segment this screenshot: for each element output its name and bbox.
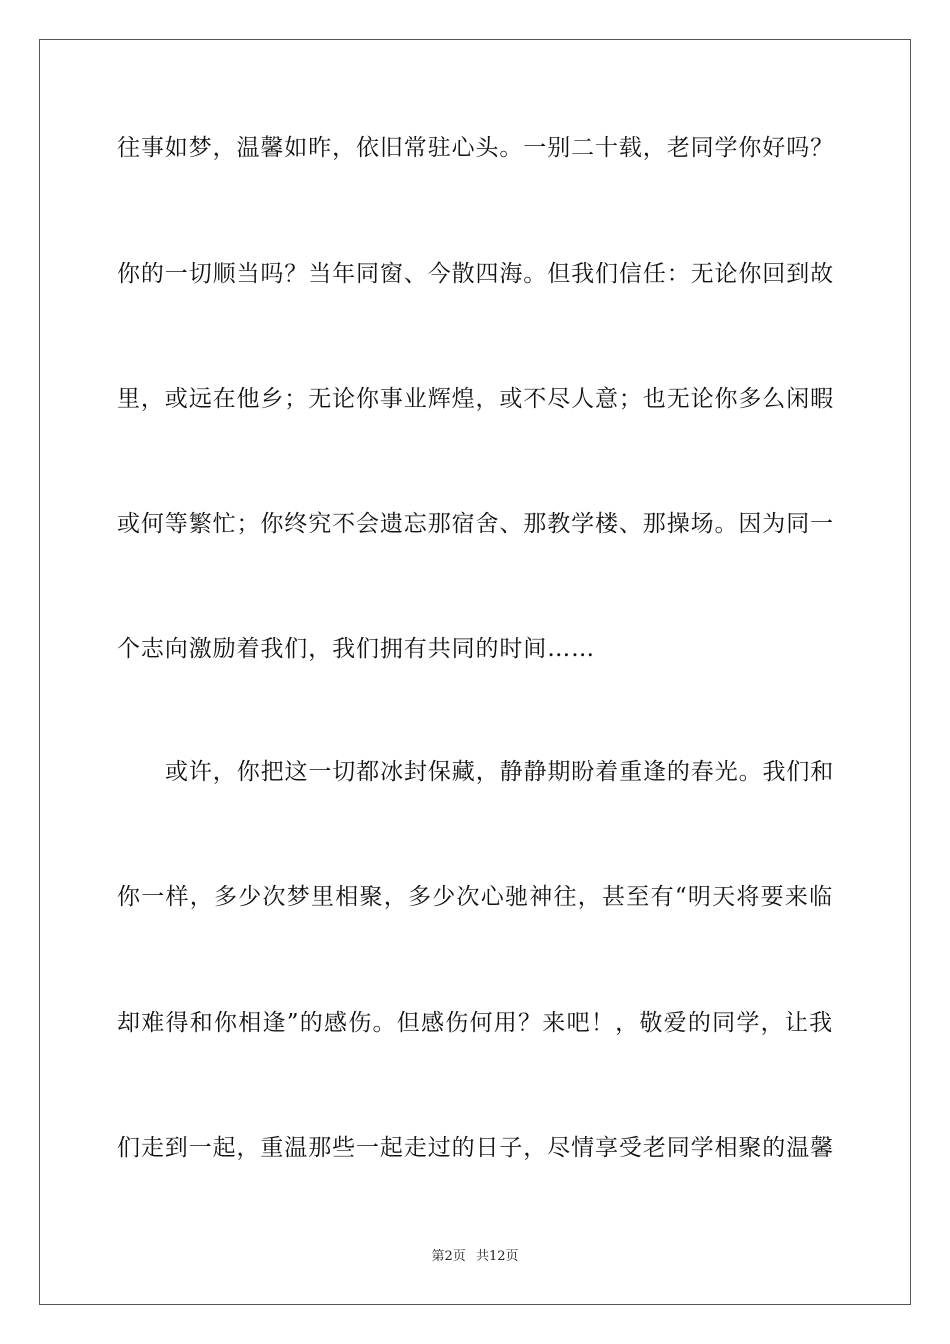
paragraph-line: 往事如梦，温馨如昨，依旧常驻心头。一别二十载，老同学你好吗？ xyxy=(117,135,834,161)
page-footer xyxy=(0,1248,950,1266)
page-total: 共12页 xyxy=(475,1249,519,1264)
paragraph-line: 个志向激励着我们，我们拥有共同的时间…… xyxy=(117,636,595,662)
paragraph-line: 却难得和你相逢”的感伤。但感伤何用？来吧！，敬爱的同学，让我 xyxy=(117,1010,833,1036)
paragraph-line: 或何等繁忙；你终究不会遗忘那宿舍、那教学楼、那操场。因为同一 xyxy=(117,511,834,537)
paragraph-line: 们走到一起，重温那些一起走过的日子，尽情享受老同学相聚的温馨 xyxy=(117,1135,834,1161)
paragraph-line: 里，或远在他乡；无论你事业辉煌，或不尽人意；也无论你多么闲暇 xyxy=(117,386,834,412)
paragraph-line: 你一样，多少次梦里相聚，多少次心驰神往，甚至有“明天将要来临 xyxy=(117,884,833,910)
paragraph-line: 或许，你把这一切都冰封保藏，静静期盼着重逢的春光。我们和 xyxy=(165,759,835,785)
paragraph-line: 你的一切顺当吗？当年同窗、今散四海。但我们信任：无论你回到故 xyxy=(117,261,834,287)
page-number: 第2页 xyxy=(431,1249,466,1264)
page-border xyxy=(39,39,911,1305)
